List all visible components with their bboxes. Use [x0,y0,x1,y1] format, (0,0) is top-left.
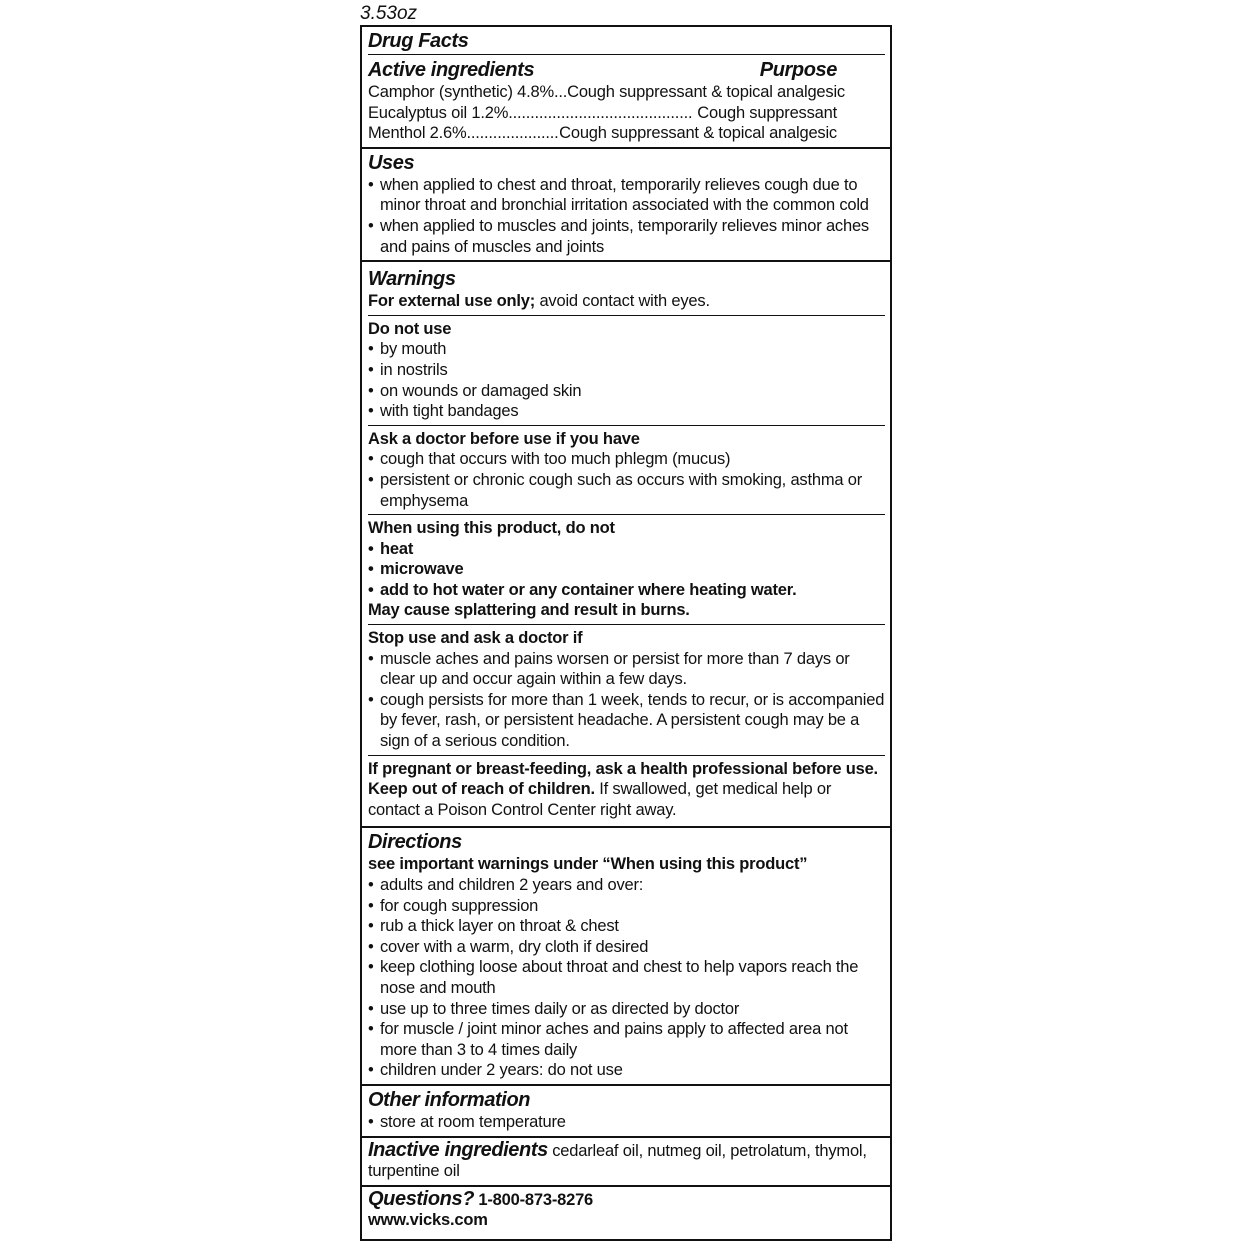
pregnancy-warning: If pregnant or breast-feeding, ask a health professional before use. [368,759,878,778]
list-item: • cough that occurs with too much phlegm (mucus) [368,449,885,470]
do-not-use-block [368,316,885,426]
list-item: • heat [368,539,885,560]
questions-section [362,1187,890,1234]
ingredient-name: Camphor (synthetic) 4.8% [368,83,554,101]
ingredient-purpose: Cough suppressant [697,103,837,122]
ingredient-purpose: Cough suppressant & topical analgesic [559,124,837,143]
other-information-section [362,1086,890,1138]
leader-dots: ..................... [466,124,559,143]
uses-section [362,149,890,262]
website-link[interactable]: www.vicks.com [368,1211,488,1230]
uses-heading: Uses [368,151,415,174]
keep-out-line [368,779,885,820]
when-using-list [368,539,885,601]
directions-list [368,875,885,1081]
other-information-list [368,1112,885,1133]
when-using-note: May cause splattering and result in burns. [368,601,690,620]
inactive-ingredients-list: cedarleaf oil, nutmeg oil, petrolatum, thymol, turpentine oil [368,1141,867,1181]
ingredient-row [368,103,885,124]
uses-list [368,175,885,257]
directions-heading: Directions [368,831,462,854]
do-not-use-heading: Do not use [368,319,452,338]
list-item: • cough persists for more than 1 week, tends to recur, or is accompanied by fever, rash, or persistent headache. A persistent cough may be a sign of a serious condition. [368,690,885,752]
warnings-external [368,264,885,316]
ingredient-purpose: Cough suppressant & topical analgesic [567,83,845,101]
inactive-ingredients-heading: Inactive ingredients [368,1138,548,1161]
list-item: • in nostrils [368,360,885,381]
leader-dots: .......................................... [508,103,693,122]
ingredient-name: Menthol 2.6% [368,124,467,143]
when-using-heading: When using this product, do not [368,519,615,538]
directions-section [362,828,890,1086]
external-use-bold: For external use only; [368,292,536,311]
do-not-use-list [368,339,885,421]
drug-facts-panel [360,25,892,1241]
warnings-section [362,262,890,828]
external-use-line [368,291,885,312]
ingredient-row [368,82,885,103]
list-item: • with tight bandages [368,401,885,422]
list-item: • on wounds or damaged skin [368,381,885,402]
list-item: • rub a thick layer on throat & chest [368,916,885,937]
keep-out-rest: If swallowed, get medical help or contact a Poison Control Center right away. [368,780,832,819]
active-ingredients-heading: Active ingredients [368,59,535,81]
list-item: • for muscle / joint minor aches and pains apply to affected area not more than 3 to 4 times daily [368,1019,885,1060]
drug-facts-title: Drug Facts [368,29,885,55]
inactive-ingredients-section [362,1138,890,1187]
list-item: • adults and children 2 years and over: [368,875,885,896]
inactive-ingredients-text [368,1140,885,1182]
questions-phone: 1-800-873-8276 [474,1190,594,1209]
list-item: • when applied to chest and throat, temporarily relieves cough due to minor throat and bronchial irritation associated with the common cold [368,175,885,216]
list-item: • add to hot water or any container where heating water. [368,580,885,601]
list-item: • muscle aches and pains worsen or persist for more than 7 days or clear up and occur again within a few days. [368,649,885,690]
questions-line [368,1189,885,1211]
pregnancy-block [368,756,885,824]
keep-out-bold: Keep out of reach of children. [368,780,595,799]
leader-dots: ... [553,83,568,101]
list-item: • use up to three times daily or as directed by doctor [368,999,885,1020]
stop-use-heading: Stop use and ask a doctor if [368,629,583,648]
stop-use-list [368,649,885,752]
list-item: • for cough suppression [368,896,885,917]
list-item: • when applied to muscles and joints, temporarily relieves minor aches and pains of muscles and joints [368,216,885,257]
list-item: • store at room temperature [368,1112,885,1133]
list-item: • microwave [368,559,885,580]
ask-doctor-list [368,449,885,511]
ask-doctor-heading: Ask a doctor before use if you have [368,429,640,448]
questions-heading: Questions? [368,1187,475,1210]
active-ingredients-section [362,27,890,149]
when-using-block [368,515,885,625]
list-item: • by mouth [368,339,885,360]
external-use-rest: avoid contact with eyes. [535,292,710,311]
ingredient-row [368,123,885,144]
list-item: • children under 2 years: do not use [368,1060,885,1081]
active-header-row [368,58,885,82]
net-weight: 3.53oz [360,3,418,24]
other-information-heading: Other information [368,1088,531,1111]
ask-doctor-block [368,426,885,515]
stop-use-block [368,625,885,756]
warnings-heading: Warnings [368,268,456,291]
list-item: • cover with a warm, dry cloth if desired [368,937,885,958]
ingredient-name: Eucalyptus oil 1.2% [368,103,509,122]
purpose-heading: Purpose [759,59,837,81]
list-item: • keep clothing loose about throat and chest to help vapors reach the nose and mouth [368,957,885,998]
directions-intro: see important warnings under “When using this product” [368,855,808,874]
list-item: • persistent or chronic cough such as occurs with smoking, asthma or emphysema [368,470,885,511]
